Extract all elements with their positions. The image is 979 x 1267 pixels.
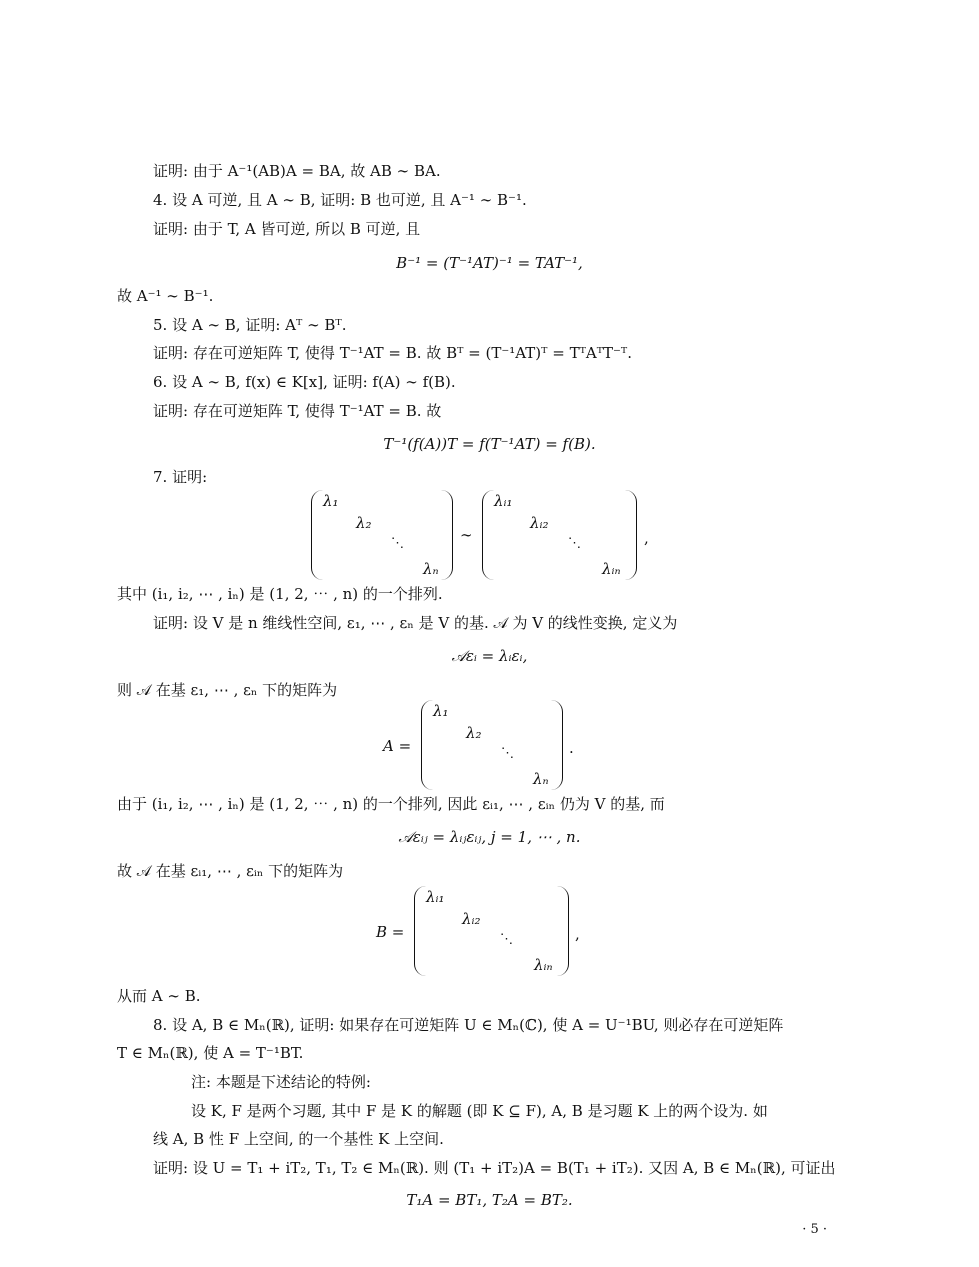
text-line: 其中 (i₁, i₂, ⋯ , iₙ) 是 (1, 2, ⋯ , n) 的一个排列. [117,585,443,603]
right-paren [624,490,637,580]
proof-line: 证明: 存在可逆矩阵 T, 使得 T⁻¹AT = B. 故 Bᵀ = (T⁻¹AT)ᵀ = TᵀAᵀT⁻ᵀ. [153,344,632,362]
matrix-entry: λ₂ [466,724,482,742]
text-line: 从而 A ∼ B. [117,987,201,1005]
matrix-B [414,886,569,976]
exercise-7: 7. 证明: [153,468,208,486]
proof-line: 证明: 设 V 是 n 维线性空间, ε₁, ⋯ , εₙ 是 V 的基. 𝒜 为 V 的线性变换, 定义为 [153,614,678,632]
matrix-label: A = [383,737,412,755]
matrix-entry: λ₁ [433,702,449,720]
matrix-A [421,700,563,790]
note-line: 注: 本题是下述结论的特例: [191,1073,371,1091]
page-number: · 5 · [802,1222,827,1237]
text-line: 故 𝒜 在基 εᵢ₁, ⋯ , εᵢₙ 下的矩阵为 [117,862,344,880]
punctuation: , [575,925,580,943]
matrix-entry: λₙ [533,770,549,788]
matrix-dots: ⋱ [500,932,513,947]
text-line: T ∈ Mₙ(ℝ), 使 A = T⁻¹BT. [117,1044,304,1062]
exercise-5: 5. 设 A ∼ B, 证明: Aᵀ ∼ Bᵀ. [153,316,347,334]
proof-line: 证明: 由于 A⁻¹(AB)A = BA, 故 AB ∼ BA. [153,162,441,180]
punctuation: , [644,529,649,547]
matrix-label: B = [376,923,405,941]
matrix-entry: λᵢ₂ [530,514,549,532]
text-line: 故 A⁻¹ ∼ B⁻¹. [117,287,214,305]
matrix-entry: λ₂ [356,514,372,532]
matrix-dots: ⋱ [501,746,514,761]
display-equation: B⁻¹ = (T⁻¹AT)⁻¹ = TAT⁻¹, [396,254,583,272]
exercise-4: 4. 设 A 可逆, 且 A ∼ B, 证明: B 也可逆, 且 A⁻¹ ∼ B⁻¹. [153,191,527,209]
matrix-dots: ⋱ [568,536,581,551]
matrix-entry: λᵢ₂ [462,910,481,928]
matrix-entry: λ₁ [323,492,339,510]
right-paren [440,490,453,580]
exercise-8: 8. 设 A, B ∈ Mₙ(ℝ), 证明: 如果存在可逆矩阵 U ∈ Mₙ(ℂ), 使 A = U⁻¹BU, 则必存在可逆矩阵 [153,1016,784,1034]
proof-line: 证明: 由于 T, A 皆可逆, 所以 B 可逆, 且 [153,220,421,238]
matrix-entry: λᵢ₁ [426,888,445,906]
matrix-dots: ⋱ [391,536,404,551]
proof-line: 证明: 存在可逆矩阵 T, 使得 T⁻¹AT = B. 故 [153,402,442,420]
similar-symbol: ∼ [460,526,473,544]
matrix-entry: λᵢ₁ [494,492,513,510]
punctuation: . [569,739,574,757]
display-equation: 𝒜εᵢⱼ = λᵢⱼεᵢⱼ, j = 1, ⋯ , n. [398,828,581,846]
text-line: 则 𝒜 在基 ε₁, ⋯ , εₙ 下的矩阵为 [117,681,338,699]
note-text: 设 K, F 是两个习题, 其中 F 是 K 的解题 (即 K ⊆ F), A, B 是习题 K 上的两个设为. 如 [191,1102,768,1120]
exercise-6: 6. 设 A ∼ B, f(x) ∈ K[x], 证明: f(A) ∼ f(B). [153,373,456,391]
display-equation: 𝒜εᵢ = λᵢεᵢ, [451,647,528,665]
text-line: 由于 (i₁, i₂, ⋯ , iₙ) 是 (1, 2, ⋯ , n) 的一个排列, 因此 εᵢ₁, ⋯ , εᵢₙ 仍为 V 的基, 而 [117,795,665,813]
diag-matrix-lambda-permuted [482,490,637,580]
matrix-entry: λᵢₙ [602,560,621,578]
right-paren [556,886,569,976]
diag-matrix-lambda [311,490,453,580]
right-paren [550,700,563,790]
display-equation: T₁A = BT₁, T₂A = BT₂. [406,1191,573,1209]
proof-line: 证明: 设 U = T₁ + iT₂, T₁, T₂ ∈ Mₙ(ℝ). 则 (T₁ + iT₂)A = B(T₁ + iT₂). 又因 A, B ∈ Mₙ(ℝ), 可证出 [153,1159,836,1177]
matrix-entry: λₙ [423,560,439,578]
note-text: 线 A, B 性 F 上空间, 的一个基性 K 上空间. [153,1130,444,1148]
display-equation: T⁻¹(f(A))T = f(T⁻¹AT) = f(B). [383,435,596,453]
matrix-entry: λᵢₙ [534,956,553,974]
